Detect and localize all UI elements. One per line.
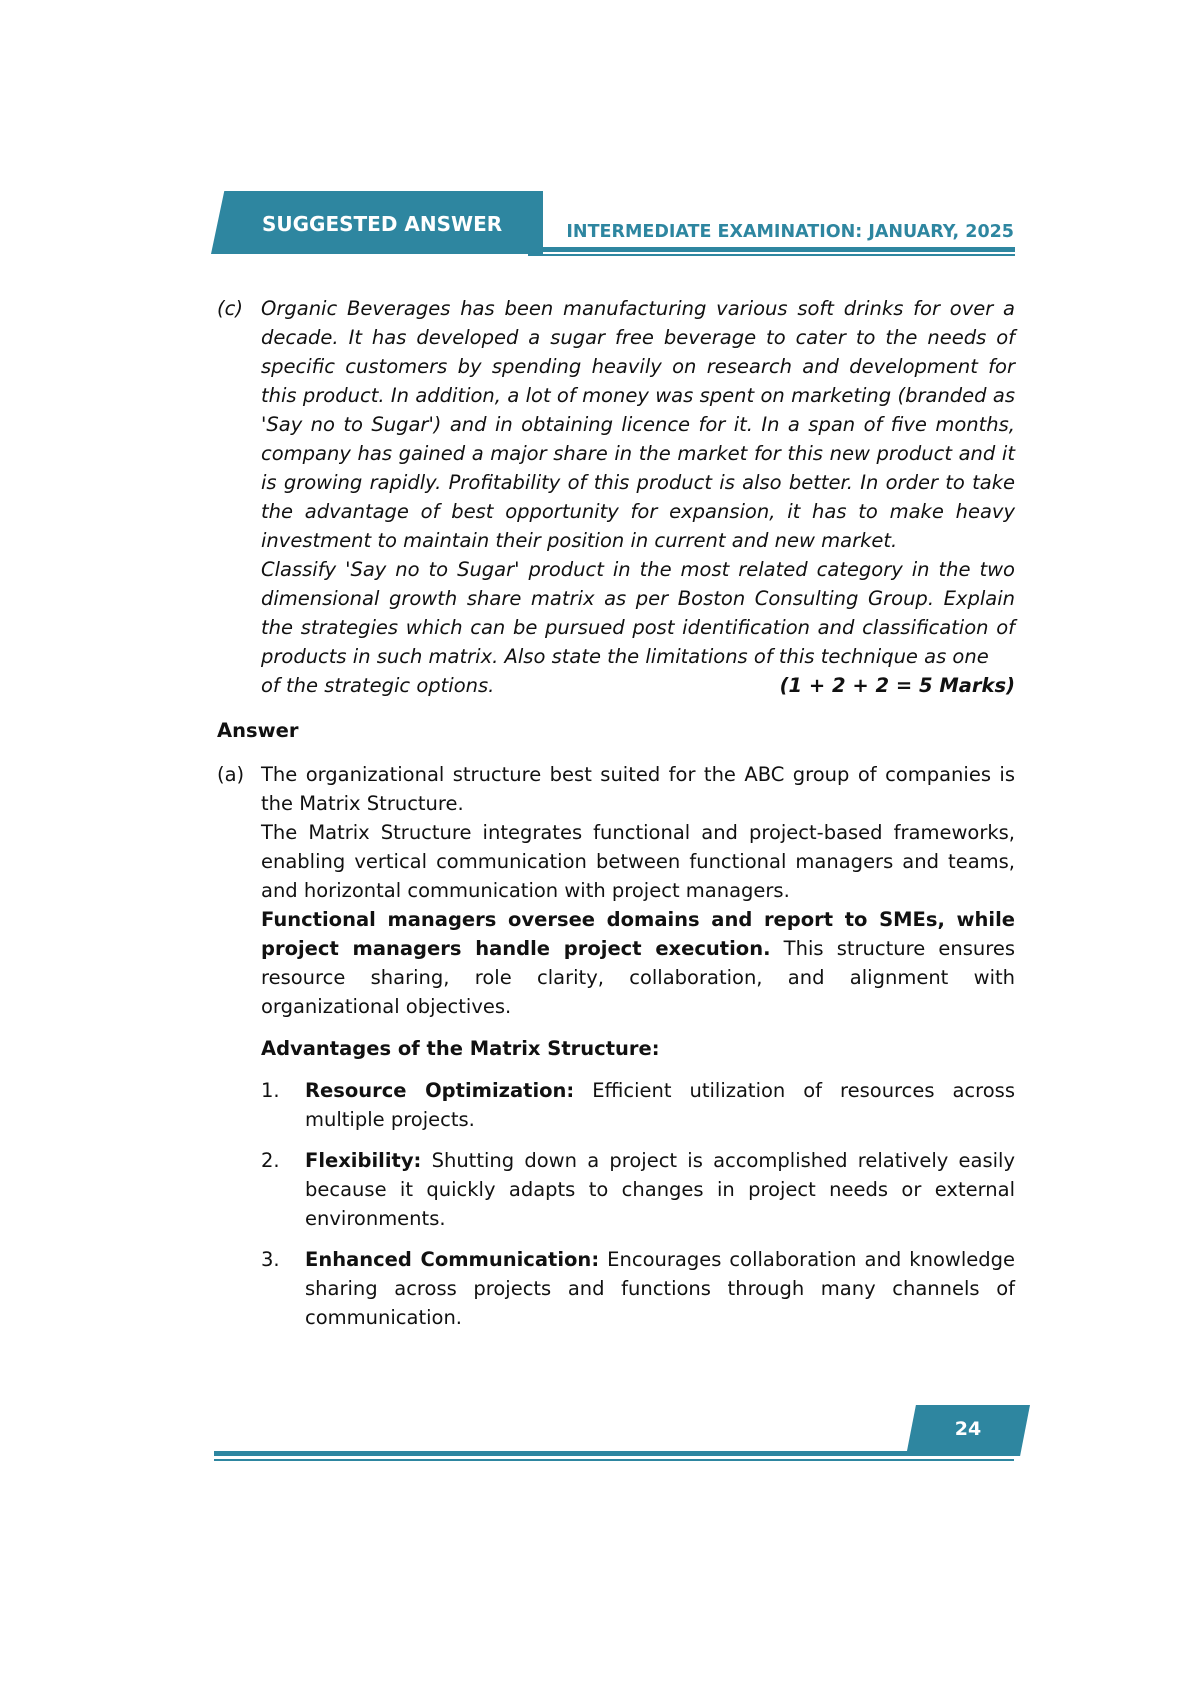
answer-heading: Answer (217, 719, 299, 742)
question-text (261, 294, 1015, 700)
question-last-line: of the strategic options. (261, 674, 495, 697)
question-label: (c) (217, 297, 243, 320)
list-item-body: Encourages collaboration and knowledge sharing across projects and functions through many channels of communication. (305, 1248, 1015, 1329)
answer-text (261, 760, 1015, 1344)
header-rule-thin (528, 254, 1015, 256)
answer-label: (a) (217, 763, 245, 786)
list-item-title: Enhanced Communication: (305, 1248, 600, 1271)
list-item-title: Flexibility: (305, 1149, 422, 1172)
list-item (261, 1245, 1015, 1332)
list-item-text (305, 1245, 1015, 1332)
advantages-list (261, 1076, 1015, 1332)
footer-rule (214, 1451, 1014, 1456)
list-item (261, 1146, 1015, 1233)
question-paragraph-1: Organic Beverages has been manufacturing various soft drinks for over a decade. It has developed a sugar free beverage to cater to the needs of specific customers by spending heavily on research and development for this product. In addition, a lot of money was spent on marketing (branded as 'Say no to Sugar') and in obtaining licence for it. In a span of five months, company has gained a major share in the market for this new product and it is growing rapidly. Profitability of this product is also better. In order to take the advantage of best opportunity for expansion, it has to make heavy investment to maintain their position in current and new market. (261, 297, 1015, 552)
answer-paragraph-2: The Matrix Structure integrates functional and project-based frameworks, enabling vertical communication between functional managers and teams, and horizontal communication with project managers. (261, 821, 1015, 902)
question-marks-line (261, 671, 1015, 700)
list-item-body: Efficient utilization of resources across multiple projects. (305, 1079, 1015, 1131)
list-item-body: Shutting down a project is accomplished relatively easily because it quickly adapts to changes in project needs or external environments. (305, 1149, 1015, 1230)
list-item (261, 1076, 1015, 1134)
document-body (217, 294, 1015, 1344)
footer-rule-thin (214, 1459, 1014, 1461)
question-block (217, 294, 1015, 700)
answer-paragraph-3 (261, 905, 1015, 1021)
list-item-number: 1. (261, 1079, 280, 1102)
advantages-heading: Advantages of the Matrix Structure: (261, 1037, 660, 1060)
answer-paragraph-1: The organizational structure best suited for the ABC group of companies is the Matrix Structure. (261, 763, 1015, 815)
answer-paragraph-3-rest: This structure ensures resource sharing, role clarity, collaboration, and alignment with organizational objectives. (261, 937, 1016, 1018)
list-item-text (305, 1076, 1015, 1134)
answer-block (217, 760, 1015, 1344)
answer-paragraph-3-bold: Functional managers oversee domains and report to SMEs, while project managers handle project execution. (261, 908, 1015, 960)
header-title: INTERMEDIATE EXAMINATION: JANUARY, 2025 (566, 222, 1014, 242)
header-tab-label: SUGGESTED ANSWER (262, 212, 503, 236)
header-rule (528, 247, 1015, 252)
question-paragraph-2: Classify 'Say no to Sugar' product in the most related category in the two dimensional growth share matrix as per Boston Consulting Group. Explain the strategies which can be pursued post identification and classification of products in such matrix. Also state the limitations of this technique as one (261, 558, 1015, 668)
list-item-text (305, 1146, 1015, 1233)
list-item-title: Resource Optimization: (305, 1079, 575, 1102)
question-marks: (1 + 2 + 2 = 5 Marks) (779, 674, 1015, 697)
page-number: 24 (954, 1418, 982, 1440)
list-item-number: 2. (261, 1149, 280, 1172)
list-item-number: 3. (261, 1248, 280, 1271)
